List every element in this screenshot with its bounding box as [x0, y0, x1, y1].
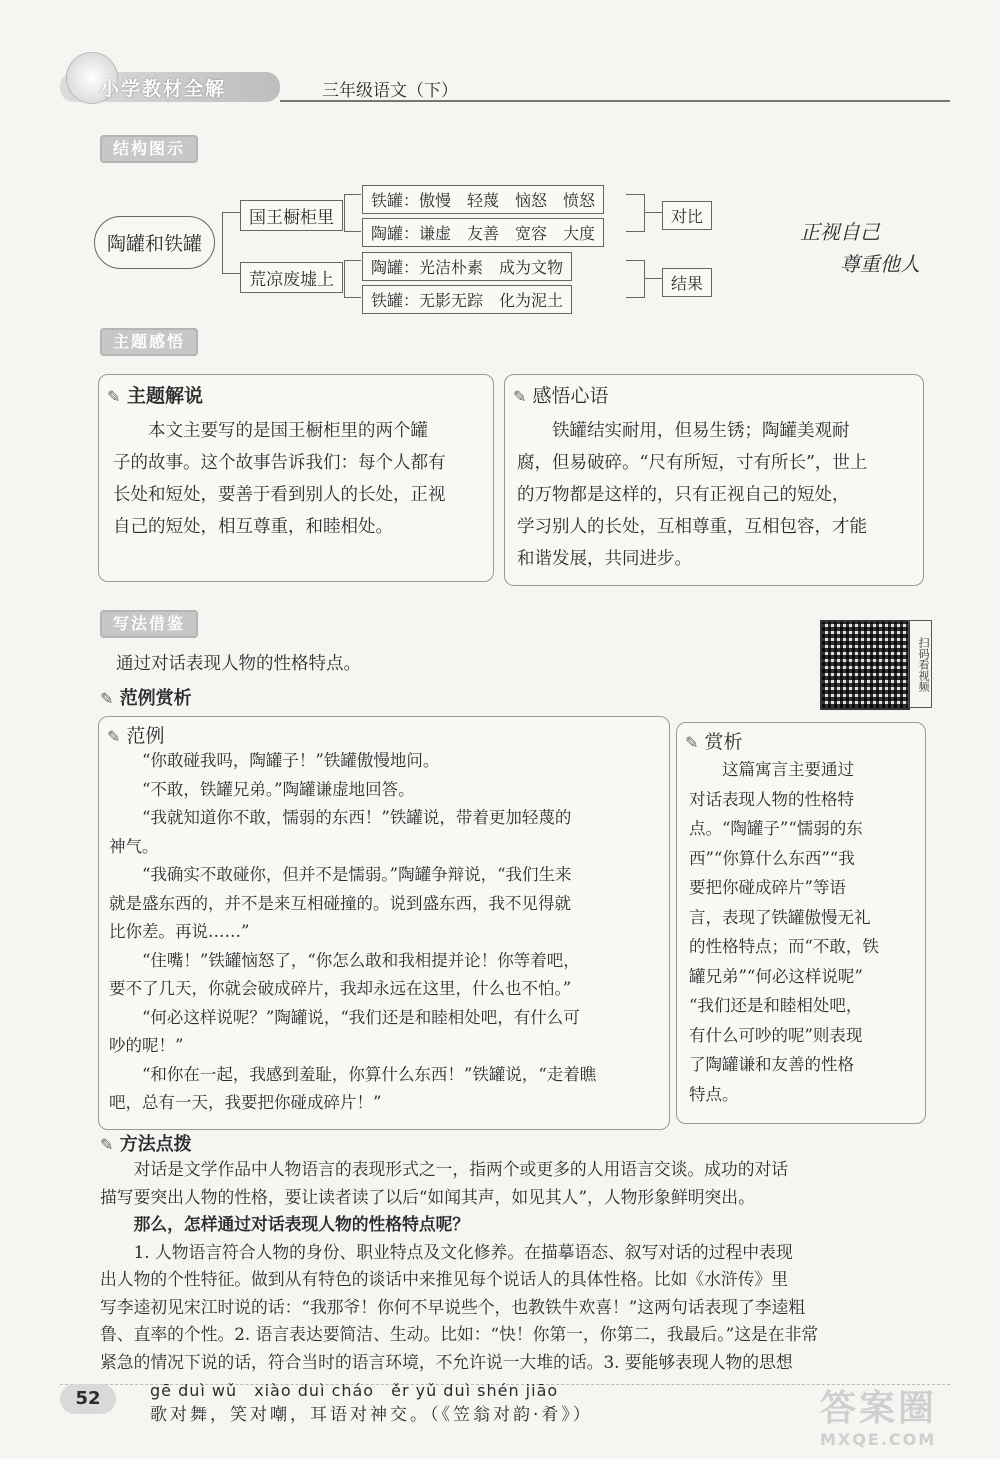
example-panel — [98, 716, 670, 1130]
analysis-text: 这篇寓言主要通过 对话表现人物的性格特 点。“陶罐子”“懦弱的东 西”“你算什么东西”“我 要把你碰成碎片”等语 言，表现了铁罐傲慢无礼 的性格特点；而“不敢，铁 罐兄弟”“何必这样说呢” “我们还是和睦相处吧， 有什么可吵的呢”则表现 了陶罐谦和友善的性格 特点。 — [689, 760, 879, 1104]
theme-panel-text: 本文主要写的是国王橱柜里的两个罐 子的故事。这个故事告诉我们：每个人都有 长处和短处，要善于看到别人的长处，正视 自己的短处，相互尊重，和睦相处。 — [113, 421, 446, 537]
pen-icon: ✎ — [100, 1135, 114, 1154]
theme-panel — [98, 374, 494, 582]
mindmap-branch-bottom: 荒凉废墟上 — [240, 262, 343, 293]
example-heading: ✎ 范例赏析 — [100, 688, 192, 709]
mindmap-label-result: 结果 — [662, 268, 712, 297]
pen-icon: ✎ — [100, 689, 114, 708]
handwritten-note: 尊重他人 — [840, 252, 920, 276]
example-text: “你敢碰我吗，陶罐子！”铁罐傲慢地问。 “不敢，铁罐兄弟。”陶罐谦虚地回答。 “我就知道你不敢，懦弱的东西！”铁罐说，带着更加轻蔑的 神气。 “我确实不敢碰你，但并不是懦弱。”陶罐争辩说，“我们生来 就是盛东西的，并不是来互相碰撞的。说到盛东西，我不见得就 比你差。再说……” “住嘴！”铁罐恼怒了，“你怎么敢和我相提并论！你等着吧， 要不了几天，你就会破成碎片，我却永远在这里，什么也不怕。” “何必这样说呢？”陶罐说，“我们还是和睦相处吧，有什么可 吵的呢！” “和你在一起，我感到羞耻，你算什么东西！”铁罐说，“走着瞧 吧，总有一天，我要把你碰成碎片！” — [109, 751, 597, 1112]
pen-icon: ✎ — [685, 733, 699, 752]
book-title: 三年级语文（下） — [322, 81, 458, 101]
mindmap-root: 陶罐和铁罐 — [94, 216, 215, 269]
mindmap-connector — [344, 194, 361, 232]
qr-caption: 扫码看视频 — [908, 620, 932, 708]
mindmap-connector — [626, 260, 645, 298]
mindmap-connector — [644, 212, 662, 213]
mindmap-branch-top: 国王橱柜里 — [240, 200, 343, 231]
mindmap-item: 铁罐：无影无踪 化为泥土 — [362, 285, 572, 314]
insight-panel — [504, 374, 924, 586]
insight-panel-title: ✎ 感悟心语 — [513, 385, 609, 407]
section-tag-writing: 写法借鉴 — [100, 610, 198, 638]
section-tag-theme: 主题感悟 — [100, 328, 198, 356]
qr-code[interactable] — [820, 620, 910, 710]
logo-text: 小学教材全解 — [100, 78, 227, 100]
mindmap-item: 陶罐：谦虚 友善 宽容 大度 — [362, 218, 604, 247]
mindmap-connector — [344, 260, 361, 298]
analysis-panel — [676, 722, 926, 1124]
method-heading: ✎ 方法点拨 — [100, 1134, 192, 1155]
page-number: 52 — [60, 1384, 116, 1414]
insight-panel-text: 铁罐结实耐用，但易生锈；陶罐美观耐 腐，但易破碎。“尺有所短，寸有所长”，世上 的万物都是这样的，只有正视自己的短处， 学习别人的长处，互相尊重，互相包容，才能 和谐发展，共同进步。 — [517, 421, 868, 569]
example-panel-title: ✎ 范例 — [107, 725, 165, 747]
watermark: 答案圈 — [820, 1388, 938, 1429]
pen-icon: ✎ — [513, 387, 527, 406]
mindmap-connector — [626, 194, 645, 232]
writing-intro: 通过对话表现人物的性格特点。 — [116, 654, 361, 674]
pen-icon: ✎ — [107, 387, 121, 406]
watermark-url: MXQE.COM — [820, 1430, 937, 1449]
pen-icon: ✎ — [107, 727, 121, 746]
method-text: 对话是文学作品中人物语言的表现形式之一，指两个或更多的人用语言交谈。成功的对话 描写要突出人物的性格，要让读者读了以后“如闻其声，如见其人”，人物形象鲜明突出。 那么，怎样通过对话表现人物的性格特点呢？ 1. 人物语言符合人物的身份、职业特点及文化修养。在描摹语态、叙写对话的过程中表现 出人物的个性特征。做到从有特色的谈话中来推见每个说话人的具体性格。比如《水浒传》里 写李逵初见宋江时说的话：“我那爷！你何不早说些个，也教铁牛欢喜！”这两句话表现了李逵粗 鲁、直率的个性。2. 语言表达要简洁、生动。比如：“快！你第一，你第二，我最后。”这是在非常 紧急的情况下说的话，符合当时的语言环境，不允许说一大堆的话。3. 要能够表现人物的思想 — [100, 1159, 819, 1372]
mindmap-item: 陶罐：光洁朴素 成为文物 — [362, 252, 572, 281]
footer-couplet: 歌对舞，笑对嘲，耳语对神交。（《笠翁对韵·肴》） — [150, 1405, 593, 1425]
theme-panel-title: ✎ 主题解说 — [107, 385, 204, 407]
analysis-panel-title: ✎ 赏析 — [685, 731, 743, 753]
section-tag-structure: 结构图示 — [100, 135, 198, 163]
mindmap-item: 铁罐：傲慢 轻蔑 恼怒 愤怒 — [362, 185, 604, 214]
mindmap-connector — [644, 278, 662, 279]
mindmap-label-contrast: 对比 — [662, 201, 712, 230]
handwritten-note: 正视自己 — [800, 220, 880, 244]
mindmap-connector — [222, 212, 241, 274]
footer-pinyin: gē duì wǔ xiào duì cháo ěr yǔ duì shén jiāo — [150, 1381, 559, 1400]
